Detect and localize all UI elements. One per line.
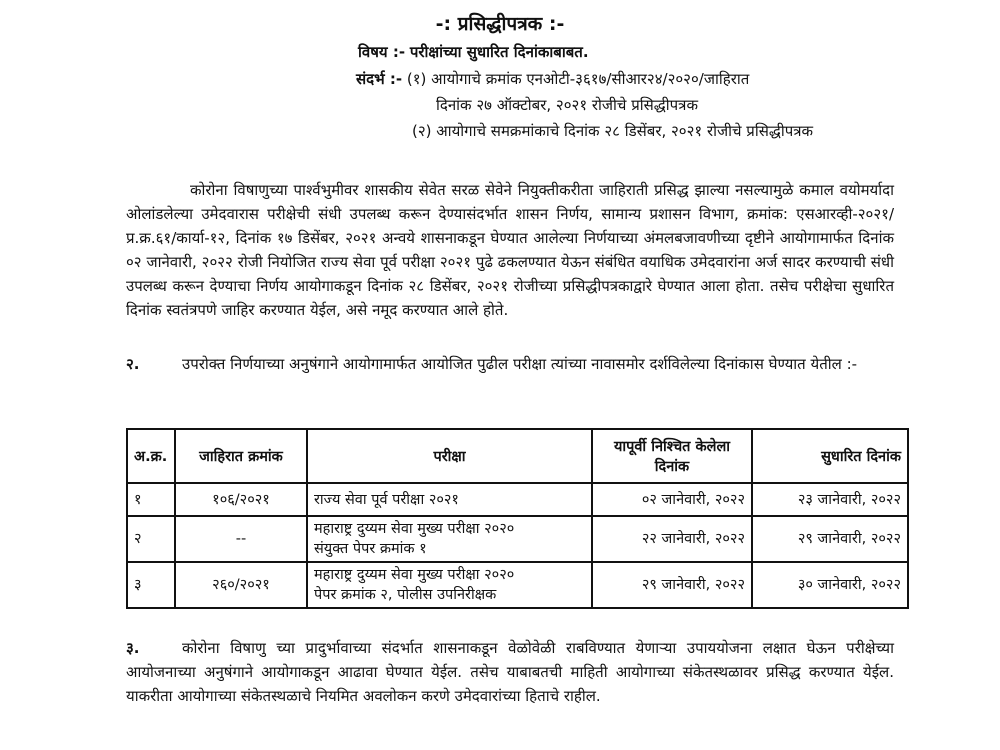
- header-advertisement: जाहिरात क्रमांक: [175, 429, 307, 483]
- cell-advertisement: --: [175, 516, 307, 562]
- cell-previous-date: २२ जानेवारी, २०२२: [592, 516, 752, 562]
- paragraph-2-text: उपरोक्त निर्णयाच्या अनुषंगाने आयोगामार्फत आयोजित पुढील परीक्षा त्यांच्या नावासमोर दर्शविलेल्या दिनांकास घेण्यात येतील :-: [182, 355, 858, 373]
- table-row: [127, 516, 908, 562]
- cell-exam: [307, 562, 592, 608]
- cell-exam: [307, 516, 592, 562]
- table-row: [127, 562, 908, 608]
- header-revised-date: सुधारित दिनांक: [752, 429, 908, 483]
- reference-2-text: (२) आयोगाचे समक्रमांकाचे दिनांक २८ डिसेंबर, २०२१ रोजीचे प्रसिद्धीपत्रक: [412, 122, 814, 140]
- subject-text: परीक्षांच्या सुधारित दिनांकाबाबत.: [409, 43, 589, 61]
- cell-previous-date: ०२ जानेवारी, २०२२: [592, 483, 752, 516]
- cell-serial: ३: [127, 562, 175, 608]
- header-previous-date: यापूर्वी निश्चित केलेला दिनांक: [592, 429, 752, 483]
- paragraph-1-text: कोरोना विषाणुच्या पार्श्वभुमीवर शासकीय सेवेत सरळ सेवेने नियुक्तीकरीता जाहिराती प्रसिद्ध झाल्या नसल्यामुळे कमाल वयोमर्यादा ओलांडलेल्या उमेदवारास परीक्षेची संधी उपलब्ध करून देण्यासंदर्भात शासन निर्णय, सामान्य प्रशासन विभाग, क्रमांक: एसआरव्ही-२०२१/प्र.क्र.६१/कार्या-१२, दिनांक १७ डिसेंबर, २०२१ अन्वये शासनाकडून घेण्यात आलेल्या निर्णयाच्या अंमलबजावणीच्या दृष्टीने आयोगामार्फत दिनांक ०२ जानेवारी, २०२२ रोजी नियोजित राज्य सेवा पूर्व परीक्षा २०२१ पुढे ढकलण्यात येऊन संबंधित वयाधिक उमेदवारांना अर्ज सादर करण्याची संधी उपलब्ध करून देण्याचा निर्णय आयोगाकडून दिनांक २८ डिसेंबर, २०२१ रोजीच्या प्रसिद्धीपत्रकाद्वारे घेण्यात आला होता. तसेच परीक्षेचा सुधारित दिनांक स्वतंत्रपणे जाहिर करण्यात येईल, असे नमूद करण्यात आले होते.: [126, 181, 894, 319]
- paragraph-2-number: २.: [126, 355, 140, 373]
- cell-revised-date: ३० जानेवारी, २०२२: [752, 562, 908, 608]
- exam-name-line: राज्य सेवा पूर्व परीक्षा २०२१: [314, 491, 459, 508]
- paragraph-3-number: ३.: [126, 639, 140, 657]
- document-title: -: प्रसिद्धीपत्रक :-: [435, 13, 565, 35]
- paragraph-3: [126, 636, 894, 708]
- paragraph-1: [126, 178, 894, 322]
- cell-advertisement: १०६/२०२१: [175, 483, 307, 516]
- cell-revised-date: २९ जानेवारी, २०२२: [752, 516, 908, 562]
- reference-line-3: [356, 118, 813, 144]
- header-exam: परीक्षा: [307, 429, 592, 483]
- exam-name-line: महाराष्ट्र दुय्यम सेवा मुख्य परीक्षा २०२०: [314, 521, 515, 537]
- references-label: संदर्भ :-: [356, 70, 403, 88]
- subject-line: [358, 42, 589, 62]
- table-row: [127, 483, 908, 516]
- exam-paper-line: संयुक्त पेपर क्रमांक १: [314, 541, 427, 557]
- cell-revised-date: २३ जानेवारी, २०२२: [752, 483, 908, 516]
- reference-line-1: [356, 66, 813, 92]
- cell-advertisement: २६०/२०२१: [175, 562, 307, 608]
- reference-line-2: [356, 92, 813, 118]
- cell-previous-date: २९ जानेवारी, २०२२: [592, 562, 752, 608]
- header-serial: अ.क्र.: [127, 429, 175, 483]
- references-block: [356, 66, 813, 144]
- cell-serial: १: [127, 483, 175, 516]
- exam-name-line: महाराष्ट्र दुय्यम सेवा मुख्य परीक्षा २०२०: [314, 567, 515, 583]
- table-header-row: [127, 429, 908, 483]
- exam-paper-line: पेपर क्रमांक २, पोलीस उपनिरीक्षक: [314, 587, 497, 603]
- reference-1-cont: दिनांक २७ ऑक्टोबर, २०२१ रोजीचे प्रसिद्धीपत्रक: [436, 96, 698, 114]
- cell-serial: २: [127, 516, 175, 562]
- reference-1-text: (१) आयोगाचे क्रमांक एनओटी-३६१७/सीआर२४/२०२०/जाहिरात: [406, 70, 750, 88]
- cell-exam: [307, 483, 592, 516]
- paragraph-3-text: कोरोना विषाणु च्या प्रादुर्भावाच्या संदर्भात शासनाकडून वेळोवेळी राबविण्यात येणाऱ्या उपाययोजना लक्षात घेऊन परीक्षेच्या आयोजनाच्या अनुषंगाने आयोगाकडून आढावा घेण्यात येईल. तसेच याबाबतची माहिती आयोगाच्या संकेतस्थळावर प्रसिद्ध करण्यात येईल. याकरीता आयोगाच्या संकेतस्थळाचे नियमित अवलोकन करणे उमेदवारांच्या हिताचे राहील.: [126, 639, 894, 705]
- exam-schedule-table: [126, 428, 909, 609]
- subject-label: विषय :-: [358, 43, 406, 61]
- paragraph-2: [126, 352, 894, 376]
